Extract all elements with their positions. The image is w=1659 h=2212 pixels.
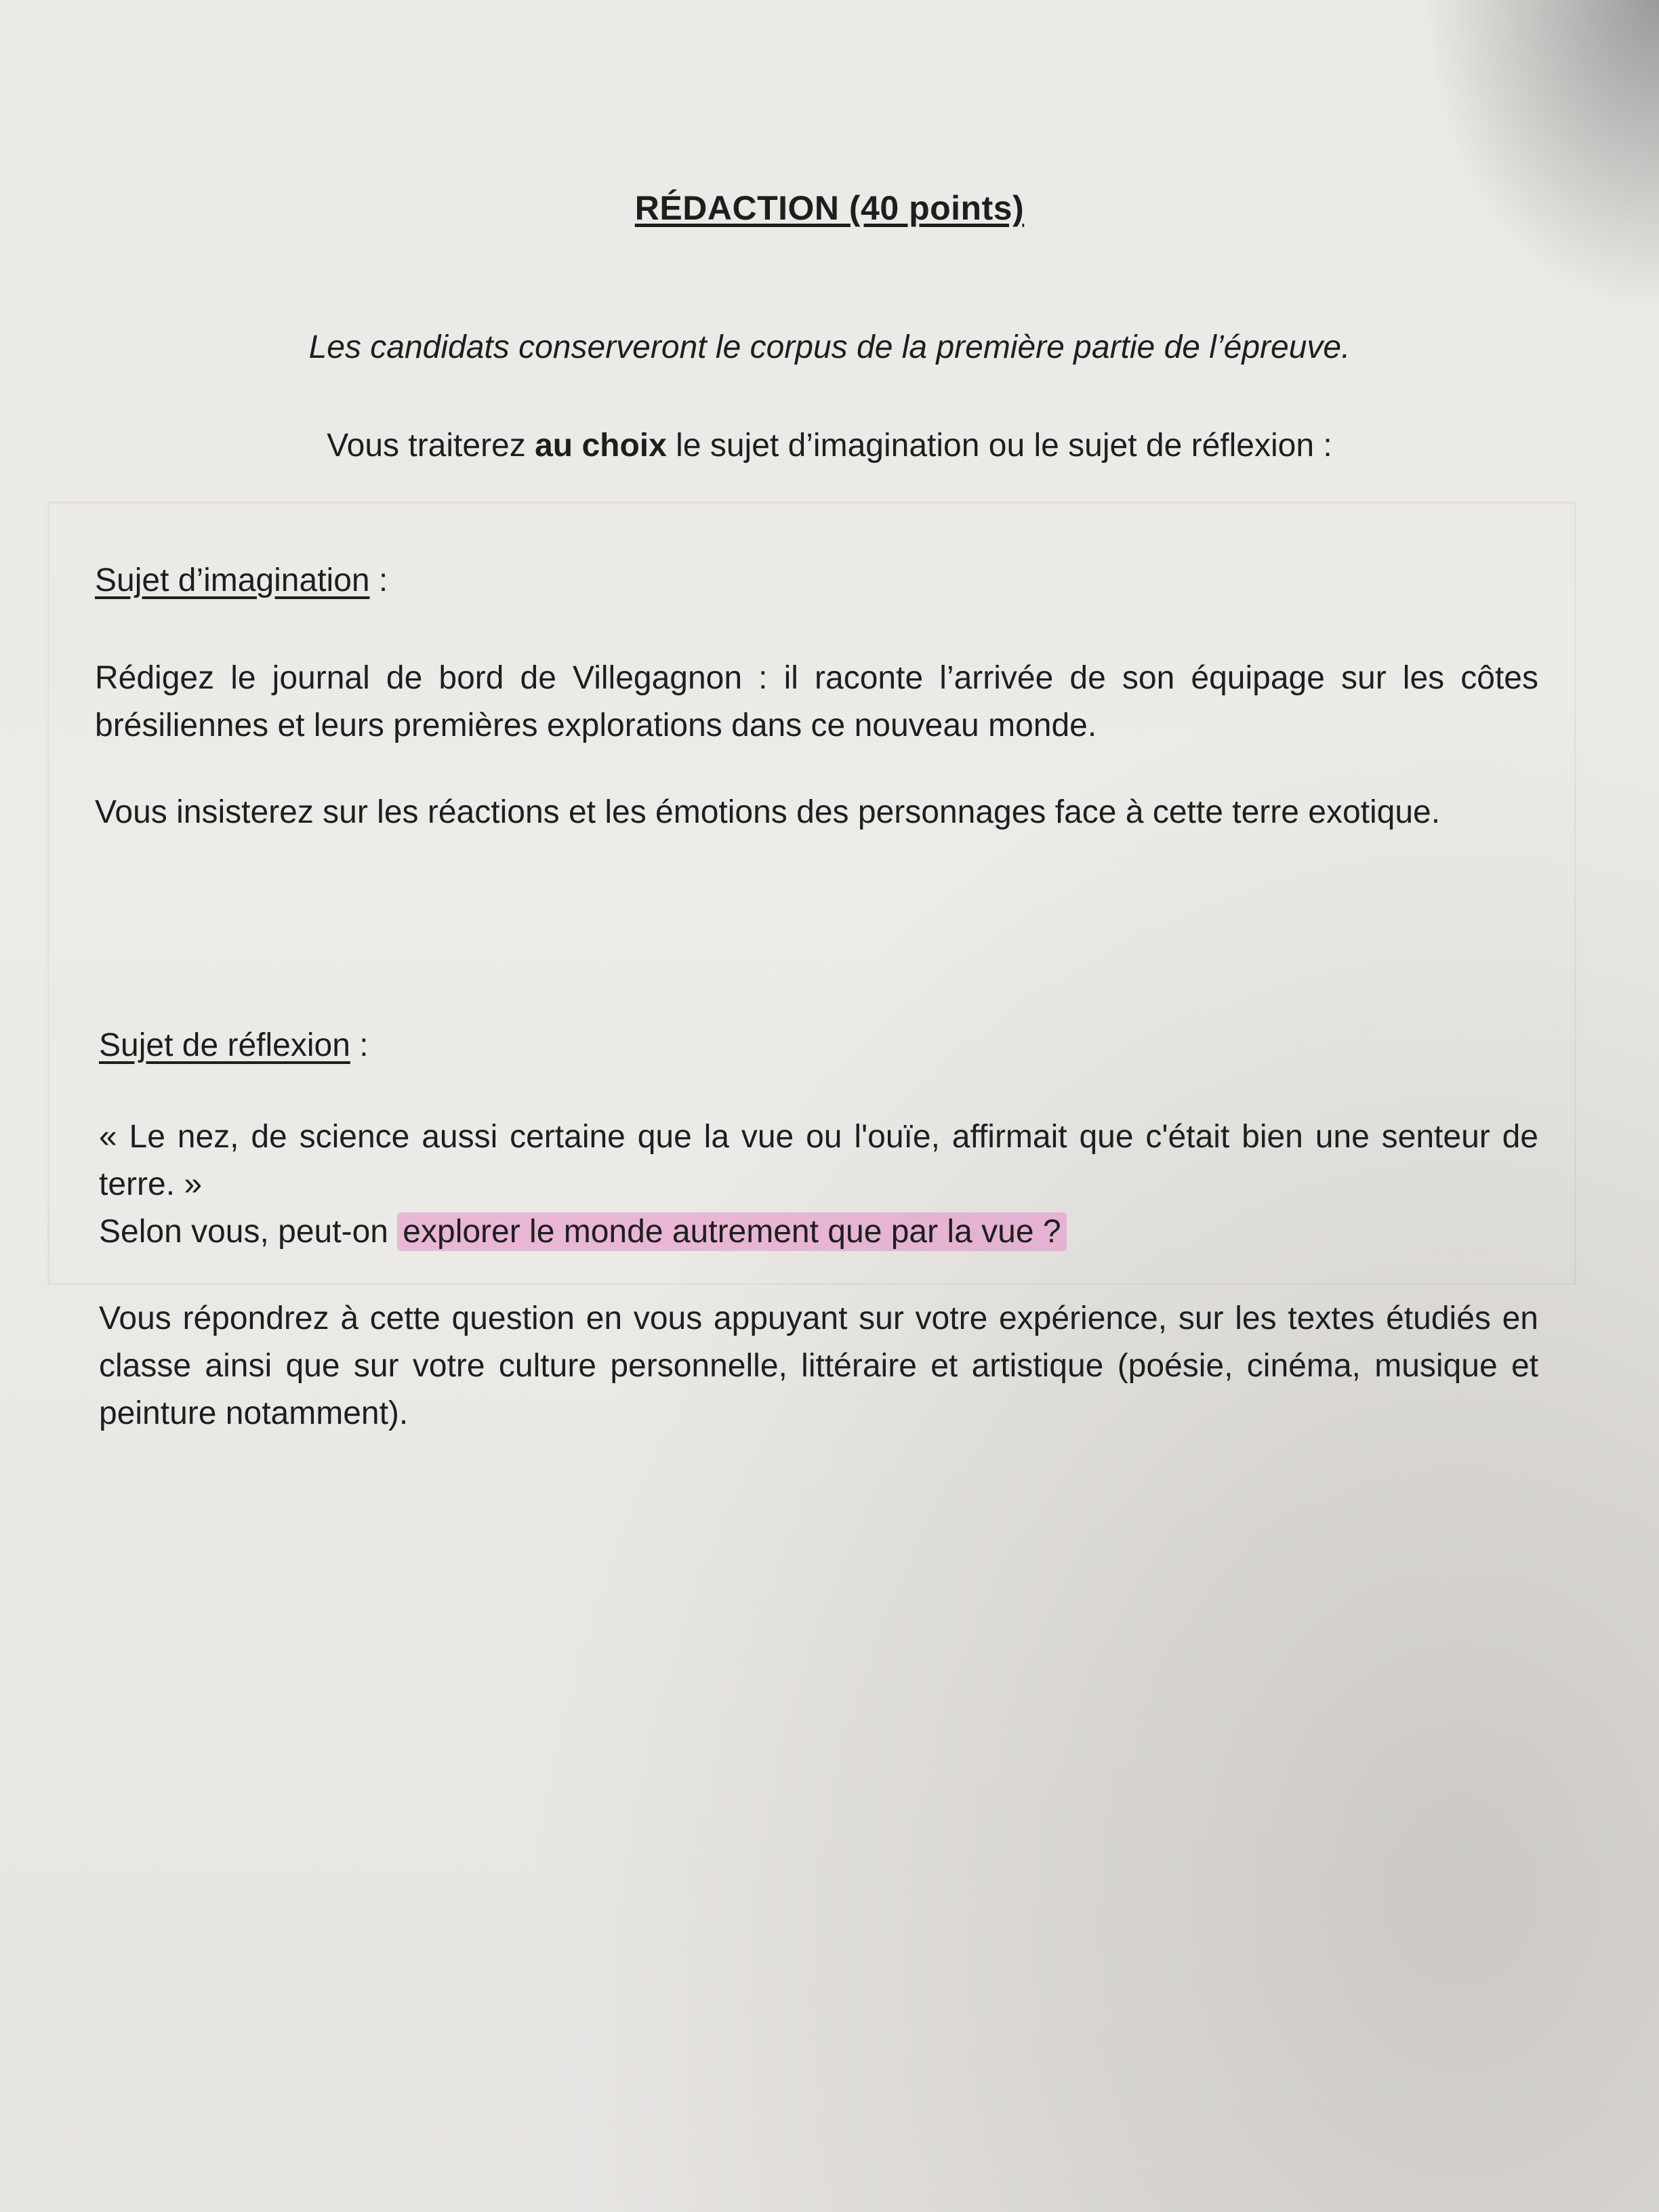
question-start: Selon vous, peut-on xyxy=(99,1214,398,1250)
reflexion-heading-label: Sujet de réflexion xyxy=(99,1027,350,1063)
corpus-note: Les candidats conserveront le corpus de la première partie de l’épreuve. xyxy=(308,329,1351,365)
choice-emphasis: au choix xyxy=(535,428,667,464)
choice-text-before: Vous traiterez xyxy=(327,428,535,464)
imagination-prompt: Rédigez le journal de bord de Villegagnon : il raconte l’arrivée de son équipage sur les côtes brésiliennes et leurs premières explorations dans ce nouveau monde. xyxy=(95,660,1538,743)
page-title: RÉDACTION (40 points) xyxy=(634,189,1025,227)
reflexion-heading xyxy=(99,1022,369,1069)
choice-text-after: le sujet d’imagination ou le sujet de réflexion : xyxy=(666,428,1332,464)
reflexion-instructions: Vous répondrez à cette question en vous appuyant sur votre expérience, sur les textes étudiés en classe ainsi que sur votre culture personnelle, littéraire et artistique (poésie, cinéma, musique et peinture notamment). xyxy=(99,1300,1538,1431)
imagination-heading-colon: : xyxy=(369,562,388,598)
reflexion-question xyxy=(99,1208,1067,1256)
reflexion-heading-colon: : xyxy=(350,1027,369,1063)
imagination-instruction: Vous insisterez sur les réactions et les émotions des personnages face à cette terre exotique. xyxy=(95,794,1441,830)
imagination-heading xyxy=(95,557,388,605)
choice-instruction xyxy=(0,422,1659,470)
reflexion-quote: « Le nez, de science aussi certaine que la vue ou l'ouïe, affirmait que c'était bien une senteur de terre. » xyxy=(99,1119,1538,1202)
imagination-heading-label: Sujet d’imagination xyxy=(95,562,370,598)
highlighted-question: explorer le monde autrement que par la vue ? xyxy=(397,1212,1066,1251)
